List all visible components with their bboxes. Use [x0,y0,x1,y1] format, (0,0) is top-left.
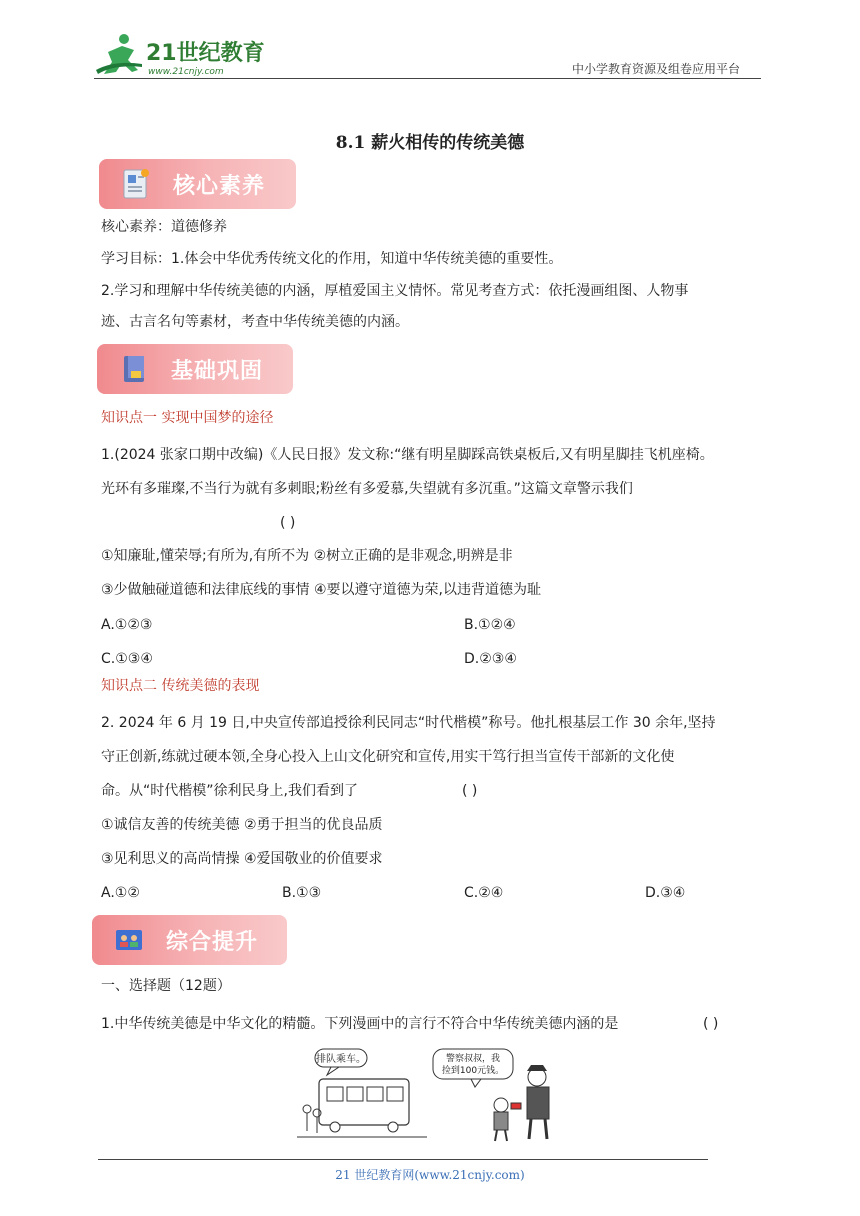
comic-return-money [431,1047,571,1143]
page-title: 8.1 薪火相传的传统美德 [335,133,525,153]
learning-goal-2: 2.学习和理解中华传统美德的内涵，厚植爱国主义情怀。常见考查方式：依托漫画组图、人物事 [101,283,689,299]
option-d: D.③④ [645,885,686,901]
section-banner-basic [97,344,293,394]
document-icon [121,168,151,200]
statement-row: ③少做触碰道德和法律底线的事情 ④要以遵守道德为荣,以违背道德为耻 [101,582,542,598]
footer-divider [98,1159,708,1160]
question-text: 守正创新,练就过硬本领,全身心投入上山文化研究和宣传,用实干笃行担当宣传干部新的文化使 [101,749,675,765]
platform-name: 中小学教育资源及组卷应用平台 [572,62,741,76]
bus-comic-illustration [297,1047,427,1143]
knowledge-point-1: 知识点一 实现中国梦的途径 [101,410,274,426]
statement-row: ①诚信友善的传统美德 ②勇于担当的优良品质 [101,817,383,833]
question-text: 命。从“时代楷模”徐利民身上,我们看到了 [101,783,358,799]
answer-blank: ( ) [703,1016,719,1032]
part-heading: 一、选择题（12题） [101,978,231,994]
option-d: D.②③④ [464,651,517,667]
option-b: B.①③ [282,885,322,901]
section-label: 核心素养 [173,174,266,199]
section-banner-core [99,159,296,209]
learning-goal-1: 学习目标：1.体会中华优秀传统文化的作用，知道中华传统美德的重要性。 [101,251,563,267]
option-c: C.②④ [464,885,504,901]
option-c: C.①③④ [101,651,153,667]
svg-text:捡到100元钱。: 捡到100元钱。 [441,1066,505,1076]
question-text: 2. 2024 年 6 月 19 日,中央宣传部追授徐利民同志“时代楷模”称号。他扎根基层工作 30 余年,坚持 [101,715,716,731]
question-text: 光环有多璀璨,不当行为就有多刺眼;粉丝有多爱慕,失望就有多沉重。”这篇文章警示我们 [101,481,633,497]
book-icon [119,353,149,385]
svg-text:21世纪教育: 21世纪教育 [146,41,264,66]
core-literacy: 核心素养：道德修养 [101,219,227,235]
footer-source: 21 世纪教育网(www.21cnjy.com) [335,1168,525,1182]
section-label: 综合提升 [166,930,259,955]
svg-text:排队乘车。: 排队乘车。 [316,1054,366,1065]
runner-logo-icon [94,30,264,80]
statement-row: ③见利思义的高尚情操 ④爱国敬业的价值要求 [101,851,383,867]
header-divider [94,78,761,79]
knowledge-point-2: 知识点二 传统美德的表现 [101,678,260,694]
answer-blank: ( ) [280,515,296,531]
comic-queue-bus [297,1047,427,1143]
question-text: 1.(2024 张家口期中改编)《人民日报》发文称:“继有明星脚踩高铁桌板后,又有明星脚挂飞机座椅。 [101,447,714,463]
learning-goal-2-cont: 迹、古言名句等素材，考查中华传统美德的内涵。 [101,314,409,330]
svg-text:www.21cnjy.com: www.21cnjy.com [148,67,224,77]
video-conference-icon [114,924,144,956]
answer-blank: ( ) [462,783,478,799]
section-label: 基础巩固 [171,359,264,384]
option-a: A.①② [101,885,140,901]
site-logo [94,30,264,80]
option-b: B.①②④ [464,617,516,633]
option-a: A.①②③ [101,617,153,633]
section-banner-advanced [92,915,287,965]
police-comic-illustration [431,1047,571,1143]
svg-text:警察叔叔，我: 警察叔叔，我 [445,1054,501,1064]
question-text: 1.中华传统美德是中华文化的精髓。下列漫画中的言行不符合中华传统美德内涵的是 [101,1016,619,1032]
statement-row: ①知廉耻,懂荣辱;有所为,有所不为 ②树立正确的是非观念,明辨是非 [101,548,513,564]
